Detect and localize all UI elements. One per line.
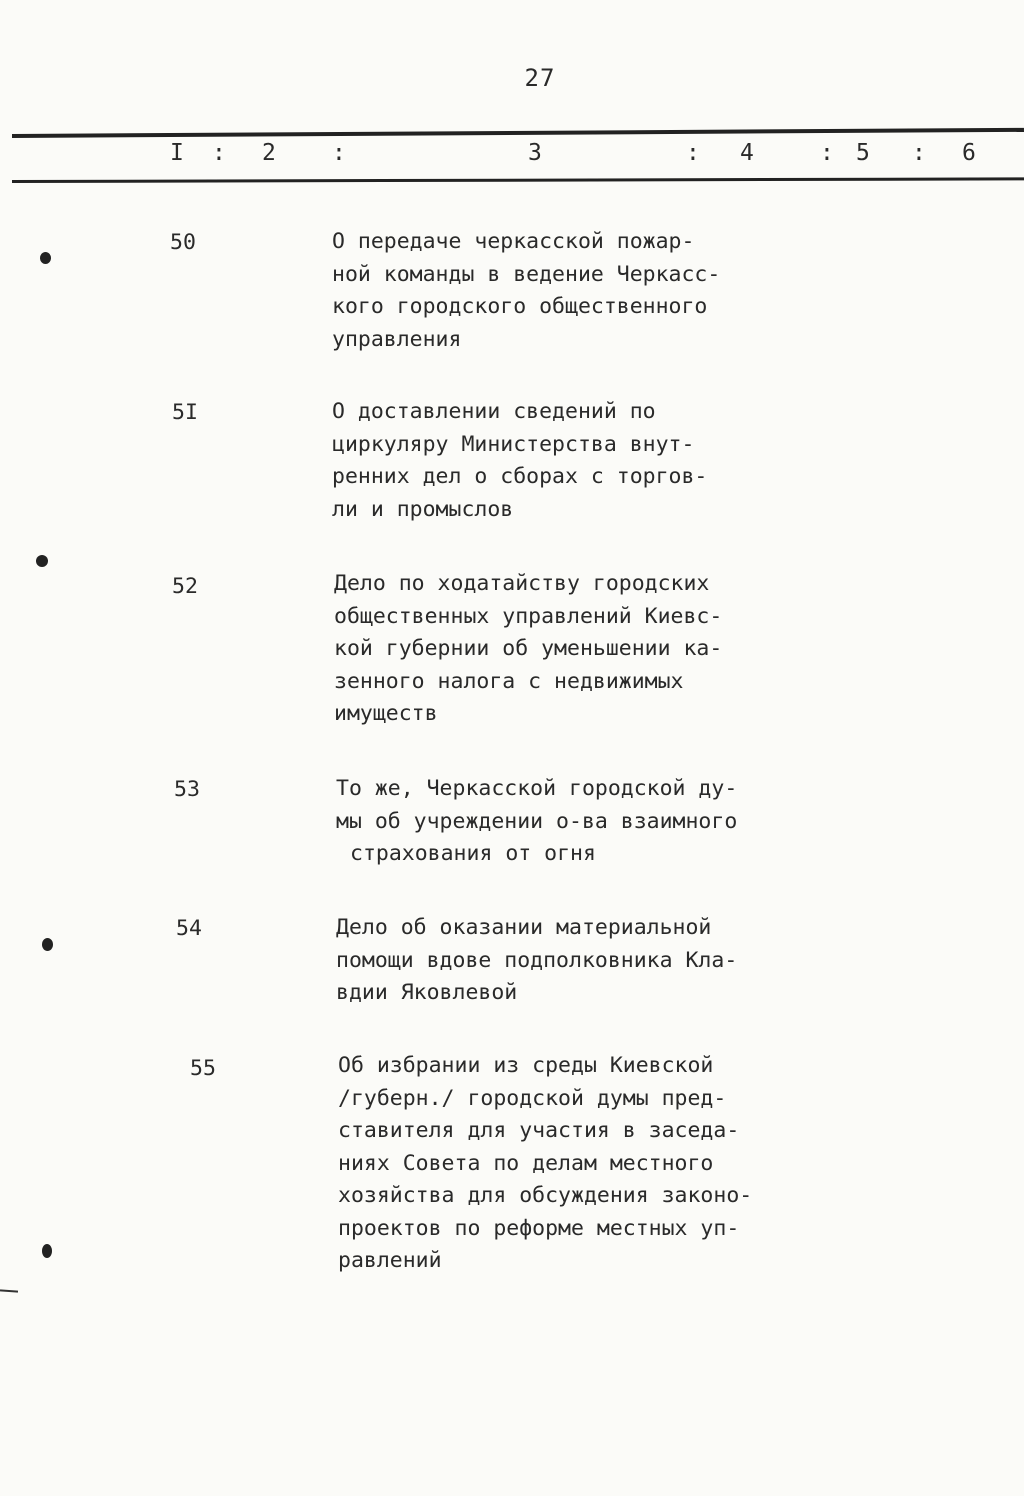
column-separator: : (912, 140, 926, 166)
item-number: 54 (176, 916, 202, 941)
column-header-1: I (170, 140, 184, 166)
table-header-rule (12, 177, 1024, 183)
binder-hole-mark (42, 1244, 52, 1258)
item-number: 53 (174, 777, 200, 802)
page-number: 27 (524, 64, 556, 92)
binder-hole-mark (42, 938, 53, 951)
item-description: О передаче черкасской пожар- ной команды в ведение Черкасс- кого городского общественного управления (332, 229, 721, 352)
column-separator: : (820, 140, 834, 166)
item-number: 50 (170, 230, 196, 255)
column-header-5: 5 (856, 140, 870, 166)
column-separator: : (212, 140, 226, 166)
column-separator: : (332, 140, 346, 166)
table-top-rule (12, 128, 1024, 138)
item-description: О доставлении сведений по циркуляру Министерства внут- ренних дел о сборах с торгов- ли и промыслов (332, 399, 708, 522)
binder-hole-mark (36, 555, 48, 567)
item-description: Дело об оказании материальной помощи вдове подполковника Кла- вдии Яковлевой (336, 915, 738, 1005)
item-description: То же, Черкасской городской ду- мы об учреждении о-ва взаимного страхования от огня (336, 776, 738, 866)
column-header-3: 3 (528, 140, 542, 166)
column-header-6: 6 (962, 140, 976, 166)
item-number: 52 (172, 574, 198, 599)
item-description: Об избрании из среды Киевской /губерн./ городской думы пред- ставителя для участия в заседа- ниях Совета по делам местного хозяйства для обсуждения законо- проектов по реформе местных уп- равлений (338, 1053, 753, 1273)
item-description: Дело по ходатайству городских общественных управлений Киевс- кой губернии об уменьшении ка- зенного налога с недвижимых имуществ (334, 571, 723, 726)
item-number: 5I (172, 400, 198, 425)
item-number: 55 (190, 1056, 216, 1081)
column-separator: : (686, 140, 700, 166)
margin-mark (0, 1289, 18, 1292)
column-header-4: 4 (740, 140, 754, 166)
column-header-2: 2 (262, 140, 276, 166)
binder-hole-mark (40, 252, 51, 264)
